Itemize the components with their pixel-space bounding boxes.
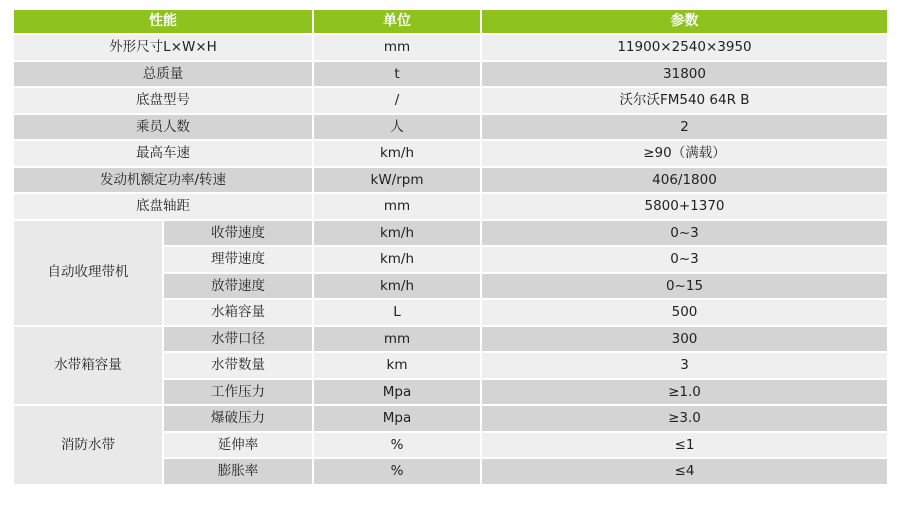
- row-value: ≥1.0: [482, 380, 887, 405]
- header-performance: 性能: [14, 10, 312, 33]
- row-label: 延伸率: [164, 433, 312, 458]
- row-value: 0~3: [482, 221, 887, 246]
- row-value: 0~3: [482, 247, 887, 272]
- header-parameter: 参数: [482, 10, 887, 33]
- row-label: 外形尺寸L×W×H: [14, 35, 312, 60]
- row-label: 膨胀率: [164, 459, 312, 484]
- row-unit: t: [314, 62, 480, 87]
- row-label: 理带速度: [164, 247, 312, 272]
- row-value: 11900×2540×3950: [482, 35, 887, 60]
- row-unit: L: [314, 300, 480, 325]
- row-label: 工作压力: [164, 380, 312, 405]
- row-unit: 人: [314, 115, 480, 140]
- row-label: 底盘轴距: [14, 194, 312, 219]
- spec-table: [12, 8, 889, 486]
- row-unit: km/h: [314, 247, 480, 272]
- table-row: [14, 141, 887, 166]
- row-value: 300: [482, 327, 887, 352]
- row-unit: /: [314, 88, 480, 113]
- table-row: [14, 194, 887, 219]
- row-value: ≥90（满载）: [482, 141, 887, 166]
- table-row: [14, 62, 887, 87]
- row-value: 406/1800: [482, 168, 887, 193]
- row-value: 沃尔沃FM540 64R B: [482, 88, 887, 113]
- row-label: 乘员人数: [14, 115, 312, 140]
- row-unit: mm: [314, 194, 480, 219]
- table-row: [14, 406, 887, 431]
- row-label: 底盘型号: [14, 88, 312, 113]
- row-value: 500: [482, 300, 887, 325]
- row-label: 水箱容量: [164, 300, 312, 325]
- row-unit: mm: [314, 327, 480, 352]
- group-label: 消防水带: [14, 406, 162, 484]
- group-label: 自动收理带机: [14, 221, 162, 325]
- row-unit: km: [314, 353, 480, 378]
- row-unit: kW/rpm: [314, 168, 480, 193]
- header-unit: 单位: [314, 10, 480, 33]
- row-unit: km/h: [314, 141, 480, 166]
- row-value: 0~15: [482, 274, 887, 299]
- group-label: 水带箱容量: [14, 327, 162, 405]
- row-unit: km/h: [314, 221, 480, 246]
- table-row: [14, 115, 887, 140]
- spec-table-container: [14, 10, 887, 484]
- row-unit: %: [314, 459, 480, 484]
- table-row: [14, 35, 887, 60]
- row-label: 发动机额定功率/转速: [14, 168, 312, 193]
- row-unit: mm: [314, 35, 480, 60]
- row-value: ≤1: [482, 433, 887, 458]
- row-label: 爆破压力: [164, 406, 312, 431]
- row-value: 2: [482, 115, 887, 140]
- row-value: 5800+1370: [482, 194, 887, 219]
- row-value: 31800: [482, 62, 887, 87]
- row-value: ≤4: [482, 459, 887, 484]
- table-row: [14, 221, 887, 246]
- row-label: 放带速度: [164, 274, 312, 299]
- row-label: 最高车速: [14, 141, 312, 166]
- header-row: [14, 10, 887, 33]
- row-value: 3: [482, 353, 887, 378]
- row-label: 水带口径: [164, 327, 312, 352]
- row-unit: km/h: [314, 274, 480, 299]
- table-row: [14, 168, 887, 193]
- row-label: 水带数量: [164, 353, 312, 378]
- row-unit: Mpa: [314, 406, 480, 431]
- table-row: [14, 88, 887, 113]
- row-label: 总质量: [14, 62, 312, 87]
- row-label: 收带速度: [164, 221, 312, 246]
- row-unit: %: [314, 433, 480, 458]
- table-row: [14, 327, 887, 352]
- row-unit: Mpa: [314, 380, 480, 405]
- row-value: ≥3.0: [482, 406, 887, 431]
